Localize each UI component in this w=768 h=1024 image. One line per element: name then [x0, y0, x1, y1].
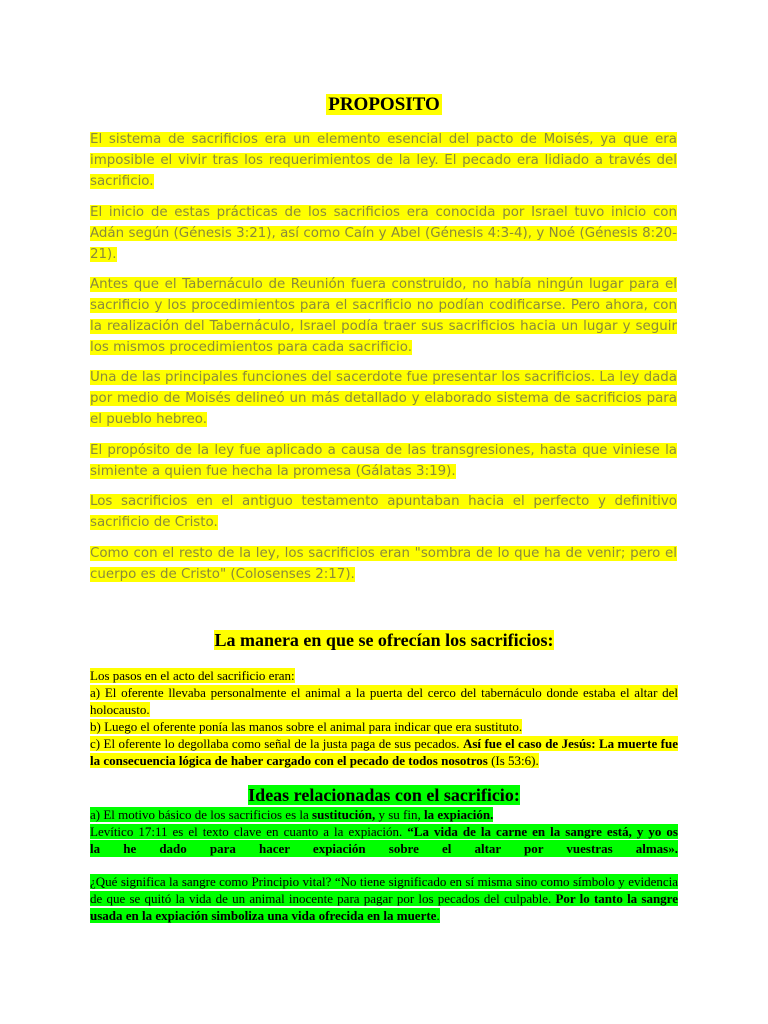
title-text: PROPOSITO [328, 94, 440, 115]
intro-paragraph-6-text: Los sacrificios en el antiguo testamento apuntaban hacia el perfecto y definitivo sacrificio de Cristo. [90, 494, 677, 530]
page-title [0, 94, 768, 116]
intro-paragraph-4-text: Una de las principales funciones del sacerdote fue presentar los sacrificios. La ley dada por medio de Moisés delineó un más detallado y elaborado sistema de sacrificios para el pueblo hebreo. [90, 370, 677, 427]
steps-intro: Los pasos en el acto del sacrificio eran: [90, 668, 295, 683]
idea-a-expiation: la expiación. [424, 807, 494, 822]
intro-paragraph-3 [90, 274, 677, 358]
section-heading-offering [0, 629, 768, 651]
intro-paragraph-3-text: Antes que el Tabernáculo de Reunión fuera construido, no había ningún lugar para el sacrificio y los procedimientos para el sacrificio no podían codificarse. Pero ahora, con la realización del Tabernáculo, Israel podía traer sus sacrificios hacia un lugar y seguir los mismos procedimientos para cada sacrificio. [90, 277, 677, 355]
step-a: a) El oferente llevaba personalmente el animal a la puerta del cerco del tabernáculo donde estaba el altar del holocausto. [90, 685, 678, 717]
intro-paragraph-1-text: El sistema de sacrificios era un elemento esencial del pacto de Moisés, ya que era imposible el vivir tras los requerimientos de la ley. El pecado era lidiado a través del sacrificio. [90, 132, 677, 189]
intro-paragraph-1 [90, 129, 677, 192]
intro-paragraph-5-text: El propósito de la ley fue aplicado a causa de las transgresiones, hasta que viniese la simiente a quien fue hecha la promesa (Gálatas 3:19). [90, 443, 677, 479]
section-heading-ideas-text: Ideas relacionadas con el sacrificio: [248, 785, 520, 805]
idea-a-text-2: y su fin, [375, 807, 424, 822]
idea-a-text-1: a) El motivo básico de los sacrificios es la [90, 807, 313, 822]
idea-a-substitution: sustitución, [312, 807, 376, 822]
leviticus-line-2 [90, 840, 678, 857]
intro-paragraph-7 [90, 543, 677, 585]
ideas-block [90, 806, 678, 857]
intro-paragraph-7-text: Como con el resto de la ley, los sacrificios eran "sombra de lo que ha de venir; pero el cuerpo es de Cristo" (Colosenses 2:17). [90, 546, 677, 582]
intro-paragraph-2-text: El inicio de estas prácticas de los sacrificios era conocida por Israel tuvo inicio con Adán según (Génesis 3:21), así como Caín y Abel (Génesis 4:3-4), y Noé (Génesis 8:20-21). [90, 205, 677, 262]
blood-meaning-end: . [436, 908, 440, 923]
section-heading-offering-text: La manera en que se ofrecían los sacrificios: [214, 630, 554, 650]
blood-meaning-question: ¿Qué significa la sangre como Principio vital? “No tiene significado en sí misma sino como símbolo y evidencia de que se quitó la vida de un animal inocente para pagar por los pecados del culpable. [90, 874, 678, 906]
blood-meaning-paragraph [90, 873, 678, 924]
intro-paragraph-4 [90, 367, 677, 430]
step-c-reference: (Is 53:6). [487, 753, 539, 768]
step-b: b) Luego el oferente ponía las manos sobre el animal para indicar que era sustituto. [90, 719, 523, 734]
intro-paragraph-2 [90, 202, 677, 265]
step-c-text: c) El oferente lo degollaba como señal de la justa paga de sus pecados. [90, 736, 463, 751]
leviticus-line-1 [90, 824, 678, 839]
offering-steps [90, 667, 678, 769]
step-c-emphasis: Así fue el caso de Jesús: La muerte fue la consecuencia lógica de haber cargado con el pecado de todos nosotros [90, 736, 678, 768]
leviticus-quote-2: la he dado para hacer expiación sobre el altar por vuestras almas». [90, 841, 678, 856]
leviticus-intro: Levítico 17:11 es el texto clave en cuanto a la expiación. [90, 824, 408, 839]
leviticus-quote-1: “La vida de la carne en la sangre está, y yo os [407, 824, 678, 839]
section-heading-ideas [0, 785, 768, 806]
intro-paragraph-5 [90, 440, 677, 482]
blood-meaning-conclusion: Por lo tanto la sangre usada en la expiación simboliza una vida ofrecida en la muerte [90, 891, 678, 923]
blood-meaning-text [90, 874, 678, 923]
step-c [90, 736, 678, 768]
intro-paragraph-6 [90, 491, 677, 533]
idea-a [90, 807, 493, 822]
